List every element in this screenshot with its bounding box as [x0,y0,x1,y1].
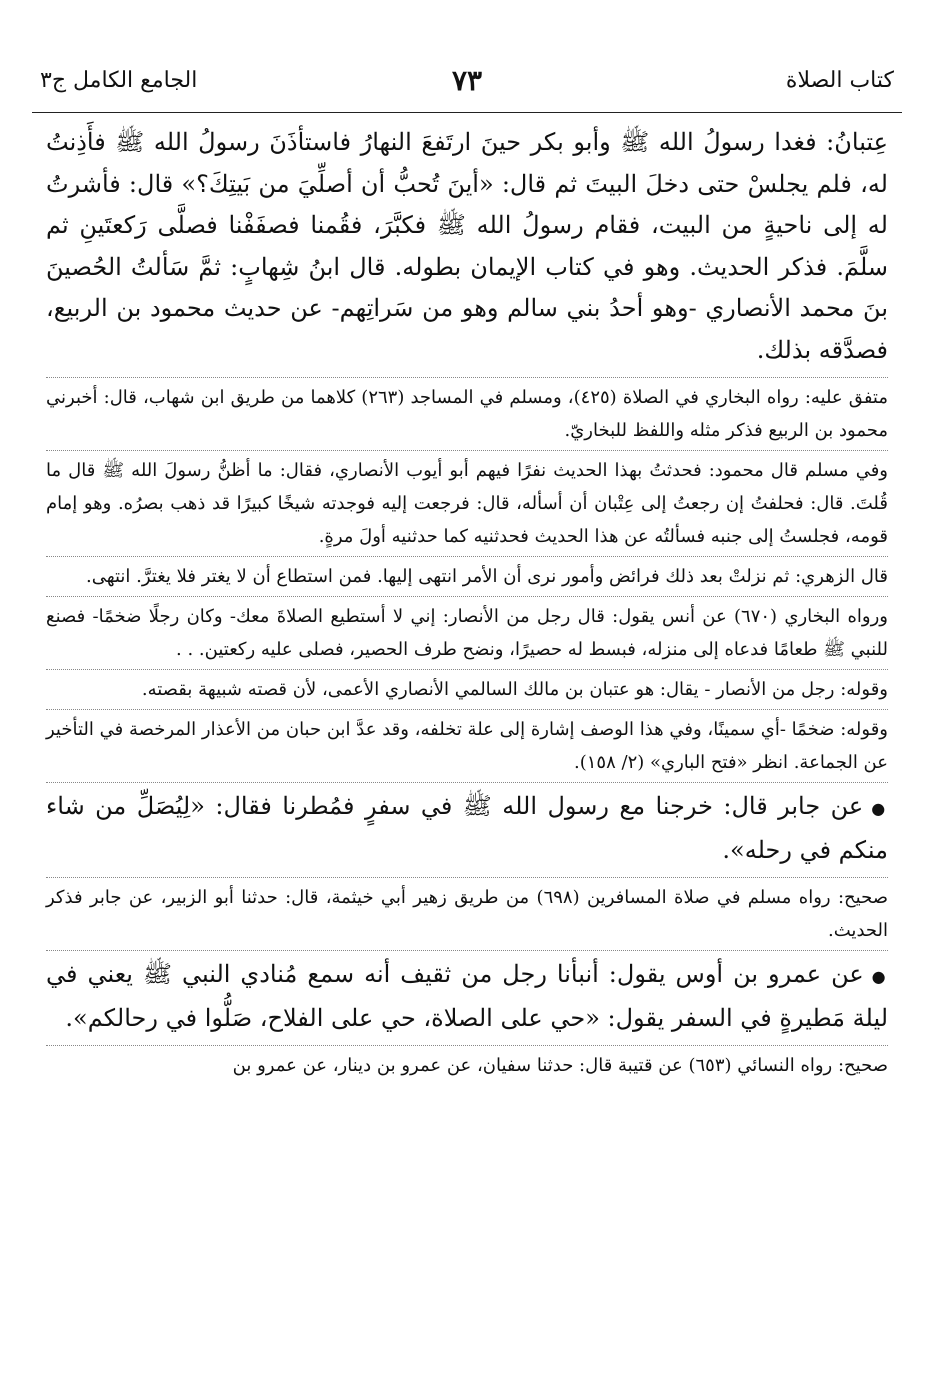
separator [46,877,888,878]
bullet-icon: ● [871,967,889,986]
page-header [30,66,904,106]
commentary-paragraph [46,1049,888,1082]
hadith-text-content: عن جابر قال: خرجنا مع رسول الله ﷺ في سفرٍ فمُطرنا فقال: «لِيُصَلِّ من شاء منكم في رحله». [46,792,888,864]
commentary-text: وقوله: ضخمًا -أي سمينًا، وفي هذا الوصف إشارة إلى علة تخلفه، وقد عدَّ ابن حبان من الأعذار المرخصة في التأخير عن الجماعة. انظر «فتح الباري» (٢/ ١٥٨). [46,719,888,773]
commentary-text: قال الزهري: ثم نزلتْ بعد ذلك فرائض وأمور نرى أن الأمر انتهى إليها. فمن استطاع أن لا يغتر فلا يغترَّ. انتهى. [85,566,888,587]
commentary-paragraph [46,454,888,553]
page-number: ٧٣ [451,64,483,97]
commentary-text: وفي مسلم قال محمود: فحدثتُ بهذا الحديث نفرًا فيهم أبو أيوب الأنصاري، فقال: ما أظنُّ رسولَ الله ﷺ قال ما قُلتَ. قال: فحلفتُ إن رجعتُ إلى عِتْبان أن أسأله، قال: فرجعت إليه فوجدته شيخًا كبيرًا قد ذهب بصرُه. وهو إمام قومه، فجلستُ إلى جنبه فسألتُه عن هذا الحديث فحدثنيه كما حدثنيه أولَ مرةٍ. [46,460,888,547]
hadith-text-content: عِتبانُ: فغدا رسولُ الله ﷺ وأبو بكر حينَ ارتَفعَ النهارُ فاستأذَنَ رسولُ الله ﷺ فأَذِنتُ له، فلم يجلسْ حتى دخلَ البيتَ ثم قال: «أينَ تُحبُّ أن أصلِّيَ من بَيتِكَ؟» قال: فأشرتُ له إلى ناحيةٍ من البيت، فقام رسولُ الله ﷺ فكبَّرَ، فقُمنا فصفَفْنا فصلَّى رَكعتَينِ ثم سلَّمَ. فذكر الحديث. وهو في كتاب الإيمان بطوله. قال ابنُ شِهابٍ: ثمَّ سَألتُ الحُصينَ بنَ محمد الأنصاري -وهو أحدُ بني سالم وهو من سَراتِهم- عن حديث محمود بن الربيع، فصدَّقه بذلك. [46,128,888,364]
commentary-paragraph [46,600,888,666]
hadith-text [46,954,888,1039]
hadith-text-content: عن عمرو بن أوس يقول: أنبأنا رجل من ثقيف أنه سمع مُنادي النبي ﷺ يعني في ليلة مَطيرةٍ في السفر يقول: «حي على الصلاة، حي على الفلاح، صَلُّوا في رحالكم». [46,960,888,1032]
separator [46,950,888,951]
commentary-paragraph [46,881,888,947]
separator [46,450,888,451]
book-title: الجامع الكامل ج٣ [40,68,198,93]
bullet-icon: ● [871,799,889,818]
separator [46,377,888,378]
commentary-text: متفق عليه: رواه البخاري في الصلاة (٤٢٥)، ومسلم في المساجد (٢٦٣) كلاهما من طريق ابن شهاب، قال: أخبرني محمود بن الربيع فذكر مثله واللفظ للبخاريّ. [46,387,888,441]
separator [46,1045,888,1046]
separator [46,556,888,557]
hadith-text [46,122,888,371]
commentary-text: صحيح: رواه مسلم في صلاة المسافرين (٦٩٨) من طريق زهير أبي خيثمة، قال: حدثنا أبو الزبير، عن جابر فذكر الحديث. [46,887,888,941]
separator [46,596,888,597]
separator [46,709,888,710]
hadith-text [46,786,888,871]
book-section-title: كتاب الصلاة [785,68,894,93]
commentary-paragraph [46,381,888,447]
commentary-paragraph [46,560,888,593]
separator [46,782,888,783]
commentary-paragraph [46,713,888,779]
commentary-text: صحيح: رواه النسائي (٦٥٣) عن قتيبة قال: حدثنا سفيان، عن عمرو بن دينار، عن عمرو بن [232,1055,888,1076]
commentary-text: وقوله: رجل من الأنصار - يقال: هو عتبان بن مالك السالمي الأنصاري الأعمى، لأن قصته شبيهة بقصته. [141,679,888,700]
commentary-paragraph [46,673,888,706]
separator [46,669,888,670]
header-rule [32,112,902,113]
commentary-text: ورواه البخاري (٦٧٠) عن أنس يقول: قال رجل من الأنصار: إني لا أستطيع الصلاةَ معك- وكان رجلًا ضخمًا- فصنع للنبي ﷺ طعامًا فدعاه إلى منزله، فبسط له حصيرًا، ونضح طرف الحصير، فصلى عليه ركعتين. . . [46,606,888,660]
page-body [46,122,888,1082]
